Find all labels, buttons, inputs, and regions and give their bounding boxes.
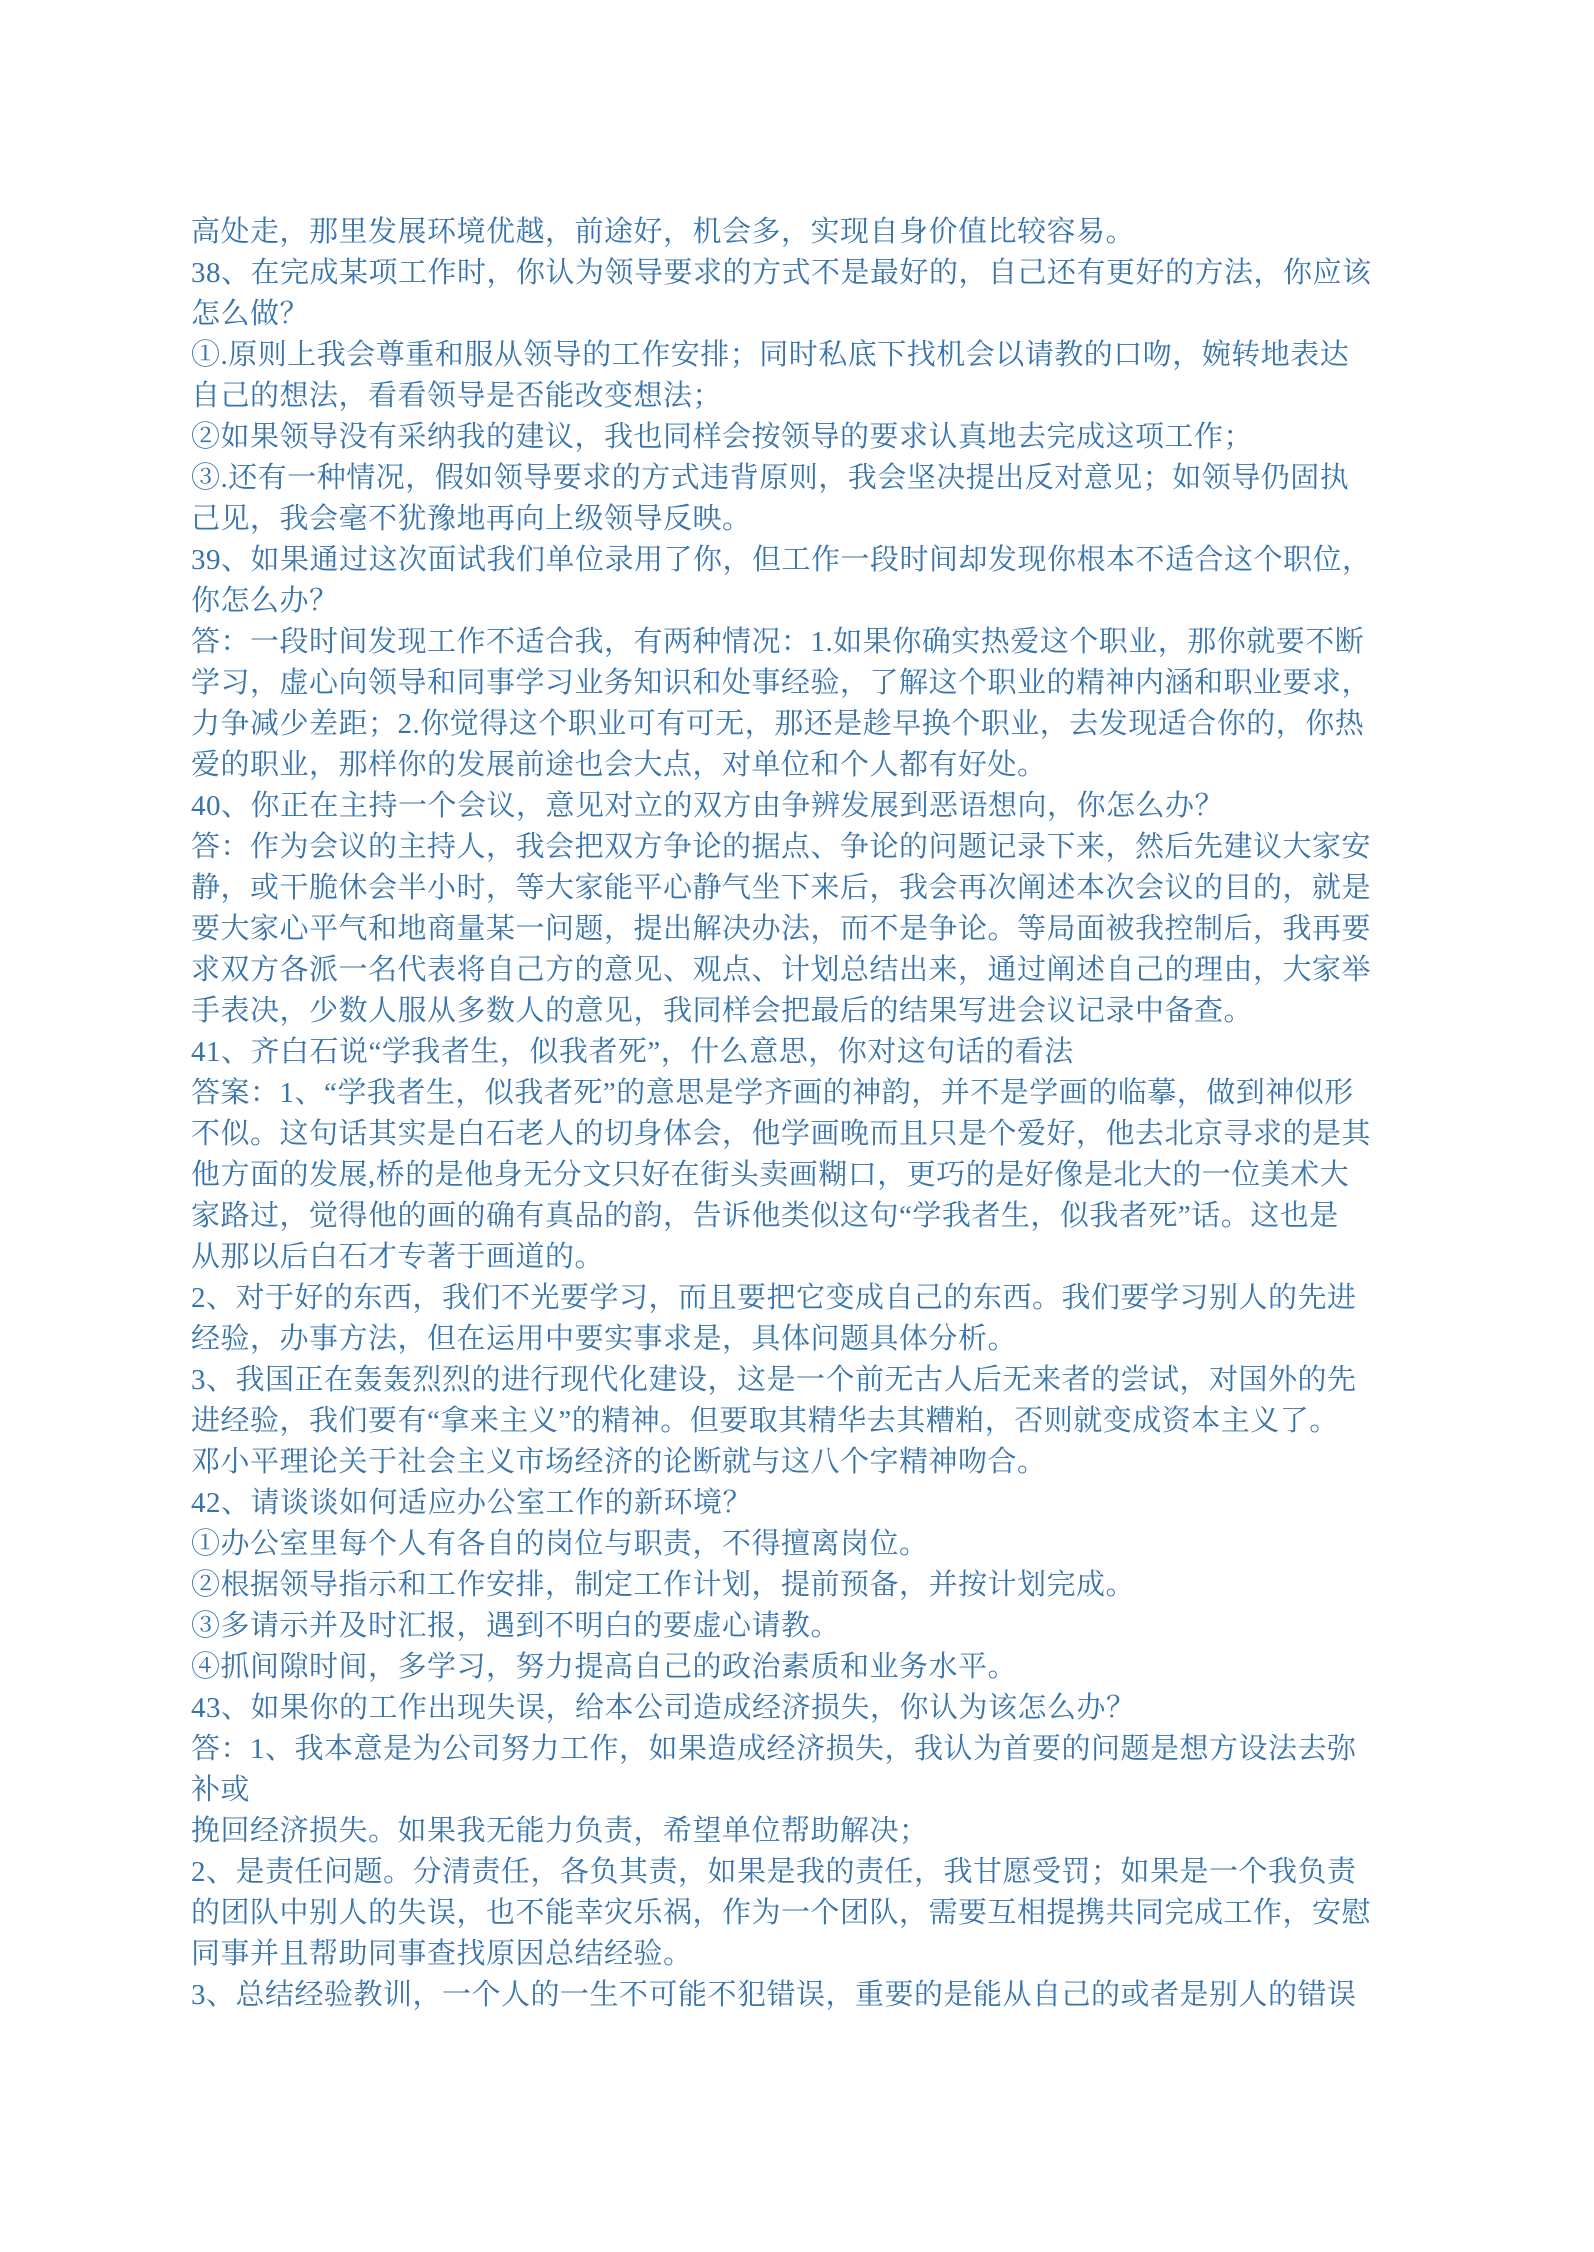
text-line: 从那以后白石才专著于画道的。 <box>191 1241 605 1273</box>
text-line: 43、如果你的工作出现失误，给本公司造成经济损失，你认为该怎么办？ <box>191 1692 1136 1724</box>
text-line: 不似。这句话其实是白石老人的切身体会，他学画晚而且只是个爱好，他去北京寻求的是其 <box>191 1118 1372 1150</box>
text-line: 他方面的发展,桥的是他身无分文只好在街头卖画糊口，更巧的是好像是北大的一位美术大 <box>191 1159 1350 1191</box>
text-line: 求双方各派一名代表将自己方的意见、观点、计划总结出来，通过阐述自己的理由，大家举 <box>191 954 1372 986</box>
text-line: 补或 <box>191 1774 251 1806</box>
text-line: 家路过，觉得他的画的确有真品的韵，告诉他类似这句“学我者生，似我者死”话。这也是 <box>191 1200 1339 1232</box>
text-line: 静，或干脆休会半小时，等大家能平心静气坐下来后，我会再次阐述本次会议的目的，就是 <box>191 872 1372 904</box>
text-line: ①.原则上我会尊重和服从领导的工作安排；同时私底下找机会以请教的口吻，婉转地表达 <box>191 339 1350 371</box>
text-line: 答：一段时间发现工作不适合我，有两种情况：1.如果你确实热爱这个职业，那你就要不断 <box>191 626 1365 658</box>
text-line: ④抓间隙时间，多学习，努力提高自己的政治素质和业务水平。 <box>191 1651 1018 1683</box>
text-line: 的团队中别人的失误，也不能幸灾乐祸，作为一个团队，需要互相提携共同完成工作，安慰 <box>191 1897 1372 1929</box>
text-line: 你怎么办？ <box>191 585 339 617</box>
text-line: 40、你正在主持一个会议，意见对立的双方由争辨发展到恶语想向，你怎么办？ <box>191 790 1225 822</box>
text-line: 进经验，我们要有“拿来主义”的精神。但要取其精华去其糟粕，否则就变成资本主义了。 <box>191 1405 1339 1437</box>
text-line: 2、对于好的东西，我们不光要学习，而且要把它变成自己的东西。我们要学习别人的先进 <box>191 1282 1357 1314</box>
text-line: 学习，虚心向领导和同事学习业务知识和处事经验，了解这个职业的精神内涵和职业要求， <box>191 667 1372 699</box>
text-line: 41、齐白石说“学我者生，似我者死”，什么意思，你对这句话的看法 <box>191 1036 1074 1068</box>
text-line: 答案：1、“学我者生，似我者死”的意思是学齐画的神韵，并不是学画的临摹，做到神似形 <box>191 1077 1354 1109</box>
text-line: 高处走，那里发展环境优越，前途好，机会多，实现自身价值比较容易。 <box>191 216 1136 248</box>
text-line: 38、在完成某项工作时，你认为领导要求的方式不是最好的，自己还有更好的方法，你应该 <box>191 257 1372 289</box>
text-line: 手表决，少数人服从多数人的意见，我同样会把最后的结果写进会议记录中备查。 <box>191 995 1254 1027</box>
text-line: 3、我国正在轰轰烈烈的进行现代化建设，这是一个前无古人后无来者的尝试，对国外的先 <box>191 1364 1357 1396</box>
text-line: ①办公室里每个人有各自的岗位与职责，不得擅离岗位。 <box>191 1528 929 1560</box>
text-line: 2、是责任问题。分清责任，各负其责，如果是我的责任，我甘愿受罚；如果是一个我负责 <box>191 1856 1357 1888</box>
text-line: ③.还有一种情况，假如领导要求的方式违背原则，我会坚决提出反对意见；如领导仍固执 <box>191 462 1350 494</box>
text-line: 答：作为会议的主持人，我会把双方争论的据点、争论的问题记录下来，然后先建议大家安 <box>191 831 1372 863</box>
text-line: ②根据领导指示和工作安排，制定工作计划，提前预备，并按计划完成。 <box>191 1569 1136 1601</box>
text-line: 邓小平理论关于社会主义市场经济的论断就与这八个字精神吻合。 <box>191 1446 1047 1478</box>
text-line: 要大家心平气和地商量某一问题，提出解决办法，而不是争论。等局面被我控制后，我再要 <box>191 913 1372 945</box>
text-line: 同事并且帮助同事查找原因总结经验。 <box>191 1938 693 1970</box>
text-line: 经验，办事方法，但在运用中要实事求是，具体问题具体分析。 <box>191 1323 1018 1355</box>
text-line: 挽回经济损失。如果我无能力负责，希望单位帮助解决； <box>191 1815 929 1847</box>
text-line: 3、总结经验教训，一个人的一生不可能不犯错误，重要的是能从自己的或者是别人的错误 <box>191 1979 1357 2011</box>
text-line: 爱的职业，那样你的发展前途也会大点，对单位和个人都有好处。 <box>191 749 1047 781</box>
text-line: 39、如果通过这次面试我们单位录用了你，但工作一段时间却发现你根本不适合这个职位， <box>191 544 1372 576</box>
text-line: ③多请示并及时汇报，遇到不明白的要虚心请教。 <box>191 1610 841 1642</box>
text-line: 怎么做？ <box>191 298 310 330</box>
text-line: 自己的想法，看看领导是否能改变想法； <box>191 380 723 412</box>
text-line: 己见，我会毫不犹豫地再向上级领导反映。 <box>191 503 752 535</box>
text-line: ②如果领导没有采纳我的建议，我也同样会按领导的要求认真地去完成这项工作； <box>191 421 1254 453</box>
text-line: 答：1、我本意是为公司努力工作，如果造成经济损失，我认为首要的问题是想方设法去弥 <box>191 1733 1357 1765</box>
text-line: 42、请谈谈如何适应办公室工作的新环境？ <box>191 1487 753 1519</box>
text-line: 力争减少差距；2.你觉得这个职业可有可无，那还是趁早换个职业，去发现适合你的，你热 <box>191 708 1365 740</box>
